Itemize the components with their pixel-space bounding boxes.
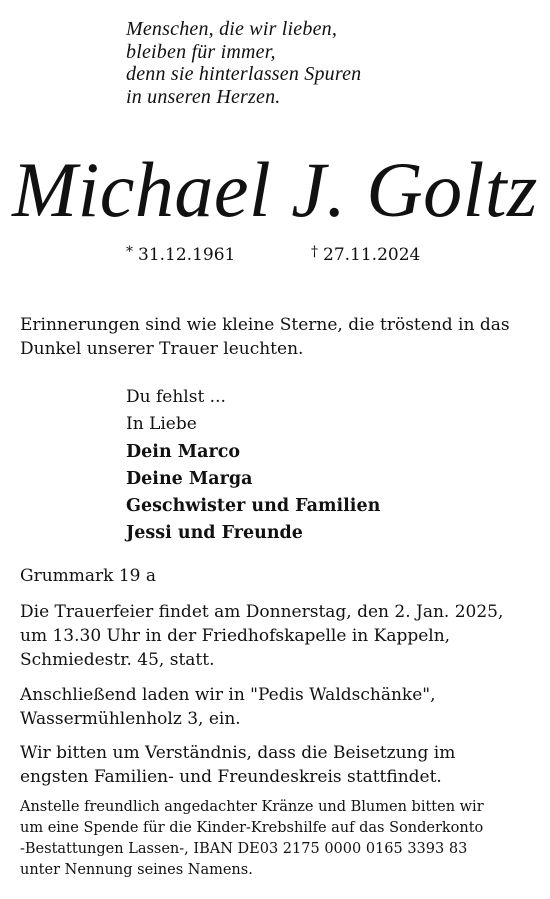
- death-symbol: †: [311, 244, 318, 260]
- funeral-service-info: [20, 600, 503, 672]
- mourner-name: Dein Marco: [126, 442, 241, 462]
- note-line: Anstelle freundlich angedachter Kränze und Blumen bitten wir: [20, 799, 484, 815]
- saying-line: Dunkel unserer Trauer leuchten.: [20, 339, 304, 359]
- death-date: 27.11.2024: [323, 245, 421, 265]
- burial-info: [20, 741, 455, 789]
- paragraph-line: um 13.30 Uhr in der Friedhofskapelle in Kappeln,: [20, 626, 451, 646]
- note-line: um eine Spende für die Kinder-Krebshilfe auf das Sonderkonto: [20, 820, 484, 836]
- mourners-intro-line: In Liebe: [126, 414, 197, 434]
- note-line: unter Nennung seines Namens.: [20, 862, 253, 878]
- paragraph-line: Wassermühlenholz 3, ein.: [20, 709, 241, 729]
- mourner-name: Deine Marga: [126, 469, 253, 489]
- memorial-quote: [126, 18, 361, 108]
- birth-date-block: [126, 244, 235, 267]
- birth-symbol: *: [126, 244, 133, 260]
- reception-info: [20, 683, 436, 731]
- remembrance-saying: [20, 313, 510, 361]
- paragraph-line: Schmiedestr. 45, statt.: [20, 650, 215, 670]
- deceased-name: Michael J. Goltz: [12, 146, 538, 233]
- donation-note: [20, 797, 484, 881]
- note-line: -Bestattungen Lassen-, IBAN DE03 2175 0000 0165 3393 83: [20, 841, 468, 857]
- quote-line: in unseren Herzen.: [126, 85, 281, 108]
- paragraph-line: engsten Familien- und Freundeskreis stattfindet.: [20, 767, 442, 787]
- mourner-name: Geschwister und Familien: [126, 496, 381, 516]
- mourners-intro-line: Du fehlst ...: [126, 387, 226, 407]
- birth-date: 31.12.1961: [138, 245, 236, 265]
- paragraph-line: Anschließend laden wir in "Pedis Waldschänke",: [20, 685, 436, 705]
- saying-line: Erinnerungen sind wie kleine Sterne, die tröstend in das: [20, 315, 510, 335]
- mourners-block: [126, 385, 380, 547]
- family-address: Grummark 19 a: [20, 566, 157, 586]
- quote-line: denn sie hinterlassen Spuren: [126, 63, 362, 85]
- paragraph-line: Wir bitten um Verständnis, dass die Beisetzung im: [20, 743, 456, 763]
- paragraph-line: Die Trauerfeier findet am Donnerstag, den 2. Jan. 2025,: [20, 602, 504, 622]
- quote-line: bleiben für immer,: [126, 40, 276, 63]
- death-date-block: [311, 244, 420, 267]
- mourner-name: Jessi und Freunde: [126, 523, 303, 543]
- quote-line: Menschen, die wir lieben,: [126, 18, 338, 40]
